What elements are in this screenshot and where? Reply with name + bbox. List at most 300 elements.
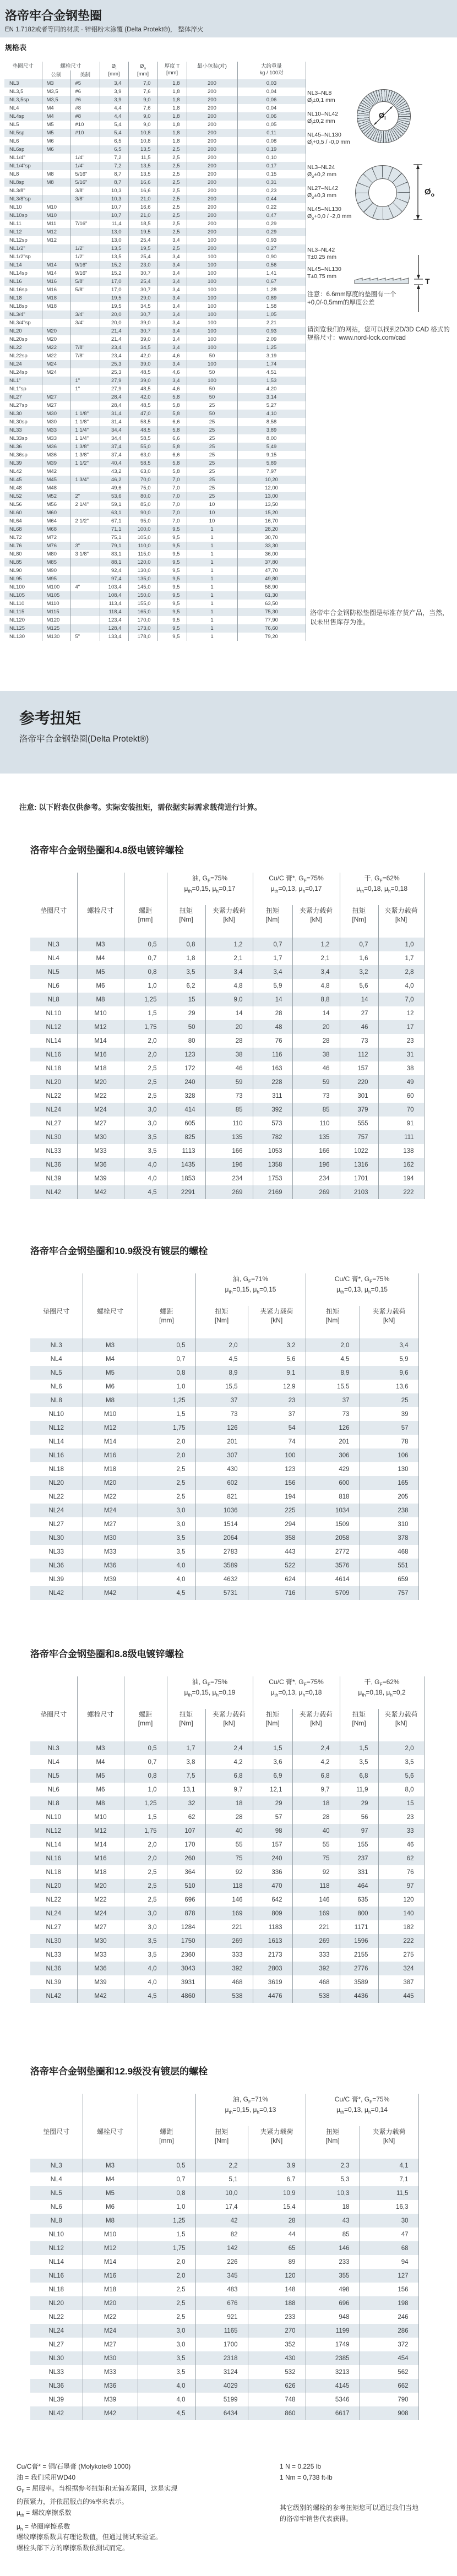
spec-row <box>4 401 306 410</box>
column-header: 夹紧力载荷 [kN] <box>378 1709 424 1741</box>
spec-cell: 9,5 <box>157 616 187 624</box>
spec-row <box>4 476 306 484</box>
torque-row <box>30 1061 424 1075</box>
spec-cell <box>70 567 100 575</box>
spec-cell: M130 <box>42 633 70 641</box>
torque-note: 注意: 以下附表仅供参考。实际安装扭矩，需依据实际需求载荷进行计算。 <box>19 803 262 812</box>
spec-row <box>4 294 306 302</box>
torque-cell: 555 <box>340 1117 378 1130</box>
torque-cell: 4,0 <box>138 2379 195 2393</box>
spec-cell: 9,0 <box>128 121 157 129</box>
torque-cell: M8 <box>77 1796 124 1810</box>
torque-cell: 75 <box>292 1851 340 1865</box>
torque-cell: 3576 <box>306 1559 360 1572</box>
torque-row <box>30 1962 424 1975</box>
spec-cell: 15,2 <box>100 261 128 269</box>
spec-cell: NL72 <box>4 533 42 542</box>
torque-cell: 392 <box>205 1962 253 1975</box>
torque-cell: 818 <box>306 1490 360 1504</box>
spec-cell: M60 <box>42 509 70 517</box>
torque-row <box>30 1144 424 1158</box>
torque-cell: 4476 <box>253 1989 292 2003</box>
torque-cell: 15 <box>167 993 205 1006</box>
torque-cell: NL4 <box>30 1352 83 1366</box>
torque-cell: 85 <box>306 2228 360 2241</box>
spec-cell: 3/4" <box>70 311 100 319</box>
lubrication-group-header: 干, $G_F=62\%$ $\mu_{th}=0,18$, $\mu_h=0,2$ <box>340 1676 424 1709</box>
spec-cell: M48 <box>42 484 70 492</box>
spec-cell: 0,27 <box>237 244 306 253</box>
torque-cell: 809 <box>253 1907 292 1920</box>
spec-cell: 1,8 <box>157 79 187 88</box>
spec-cell: 100 <box>187 261 237 269</box>
torque-cell: M24 <box>77 1103 124 1117</box>
torque-cell: NL27 <box>30 2338 83 2351</box>
spec-cell <box>42 195 70 203</box>
spec-row <box>4 244 306 253</box>
torque-cell: 3,4 <box>253 965 292 979</box>
spec-cell: 2,5 <box>157 220 187 228</box>
spec-cell: 9/16" <box>70 269 100 277</box>
spec-cell: M45 <box>42 476 70 484</box>
spec-cell: 63,1 <box>100 509 128 517</box>
spec-cell: NL20 <box>4 327 42 335</box>
torque-row <box>30 2406 418 2420</box>
spec-cell: 1 <box>187 600 237 608</box>
torque-cell: M36 <box>77 1158 124 1172</box>
spec-cell: 30,70 <box>237 533 306 542</box>
spec-cell: 4" <box>70 583 100 591</box>
spec-cell: 3,9 <box>100 88 128 96</box>
spec-row <box>4 154 306 162</box>
spec-cell: M20 <box>42 327 70 335</box>
spec-col-weight: 大约重量 kg / 100对 <box>237 62 306 79</box>
header-spacer <box>30 2094 83 2126</box>
spec-cell: 2 1/2" <box>70 517 100 525</box>
torque-cell: 573 <box>253 1117 292 1130</box>
spec-cell: NL14sp <box>4 269 42 277</box>
torque-cell: 4,0 <box>378 979 424 993</box>
spec-cell: 42,0 <box>128 393 157 401</box>
torque-cell: M3 <box>77 938 124 951</box>
torque-cell: 188 <box>248 2296 306 2310</box>
torque-cell: 624 <box>248 1572 306 1586</box>
spec-row <box>4 228 306 236</box>
torque-cell: 70 <box>378 1103 424 1117</box>
torque-cell: 1358 <box>253 1158 292 1172</box>
torque-row <box>30 1185 424 1199</box>
spec-cell: M80 <box>42 550 70 558</box>
torque-cell: 97 <box>378 1879 424 1893</box>
torque-cell: NL30 <box>30 1934 77 1948</box>
torque-cell: NL30 <box>30 1130 77 1144</box>
torque-cell: M39 <box>83 2393 138 2406</box>
torque-cell: 0,7 <box>253 938 292 951</box>
spec-cell: 3,4 <box>157 319 187 327</box>
torque-cell: 92 <box>205 1865 253 1879</box>
spec-cell: M24 <box>42 368 70 377</box>
spec-cell: 2,09 <box>237 335 306 344</box>
torque-cell: 1,0 <box>124 979 167 993</box>
column-header: 扭矩 [Nm] <box>253 1709 292 1741</box>
torque-cell: 110 <box>205 1117 253 1130</box>
spec-cell: 10,3 <box>100 195 128 203</box>
spec-cell: M76 <box>42 542 70 550</box>
torque-cell: 2103 <box>340 1185 378 1199</box>
torque-cell: M39 <box>77 1975 124 1989</box>
spec-cell: NL1/4" <box>4 154 42 162</box>
spec-cell: M30 <box>42 410 70 418</box>
torque-cell: 4,0 <box>138 1559 195 1572</box>
spec-cell: 3,4 <box>157 286 187 294</box>
spec-cell: 46,2 <box>100 476 128 484</box>
torque-cell: 194 <box>248 1490 306 1504</box>
spec-cell <box>70 368 100 377</box>
torque-cell: 14 <box>205 1006 253 1020</box>
spec-cell: NL24 <box>4 360 42 368</box>
tolerance-item: NL10–NL42 $Ø_i\pm 0,2$ mm <box>307 111 339 126</box>
spec-row <box>4 253 306 261</box>
spec-cell: 8,00 <box>237 434 306 443</box>
torque-cell: 2,5 <box>124 1893 167 1907</box>
torque-cell: M3 <box>77 1741 124 1755</box>
torque-cell: 676 <box>195 2296 248 2310</box>
torque-cell: 336 <box>253 1865 292 1879</box>
torque-cell: NL6 <box>30 2200 83 2214</box>
torque-cell: 20 <box>292 1020 340 1034</box>
spec-row <box>4 352 306 360</box>
spec-cell: 1 <box>187 591 237 600</box>
spec-cell: 1/4" <box>70 154 100 162</box>
torque-row <box>30 2255 418 2269</box>
spec-row <box>4 509 306 517</box>
torque-cell: 11,5 <box>360 2186 418 2200</box>
spec-cell: NL1/4"sp <box>4 162 42 170</box>
torque-cell: 4,0 <box>124 1962 167 1975</box>
spec-cell: 1 3/8" <box>70 451 100 459</box>
spec-cell: 1,25 <box>237 344 306 352</box>
spec-cell: 13,00 <box>237 492 306 500</box>
spec-cell: 3,4 <box>157 335 187 344</box>
spec-cell: M27 <box>42 393 70 401</box>
spec-cell: 5,49 <box>237 443 306 451</box>
header-spacer <box>138 1273 195 1306</box>
spec-cell: 30,7 <box>128 269 157 277</box>
torque-cell: 0,7 <box>124 951 167 965</box>
spec-cell: 1,53 <box>237 377 306 385</box>
spec-cell: 25 <box>187 434 237 443</box>
torque-cell: 1750 <box>167 1934 205 1948</box>
spec-cell: 7/8" <box>70 352 100 360</box>
torque-cell: 2058 <box>306 1531 360 1545</box>
spec-cell: 7/8" <box>70 344 100 352</box>
spec-cell: NL48 <box>4 484 42 492</box>
spec-cell: 5" <box>70 633 100 641</box>
spec-cell: 28,4 <box>100 401 128 410</box>
spec-cell: 39,0 <box>128 335 157 344</box>
column-header: 扭矩 [Nm] <box>195 2126 248 2159</box>
spec-cell: 4,20 <box>237 385 306 393</box>
torque-cell: 2,4 <box>205 1741 253 1755</box>
spec-cell <box>70 360 100 368</box>
torque-cell: 1113 <box>167 1144 205 1158</box>
lubrication-group-header: 干, $G_F=62\%$ $\mu_{th}=0,18$, $\mu_h=0,18$ <box>340 873 424 905</box>
torque-cell: 3,0 <box>124 1907 167 1920</box>
torque-cell: M14 <box>83 1435 138 1448</box>
spec-cell <box>70 137 100 145</box>
spec-cell: 100 <box>187 302 237 311</box>
torque-row <box>30 1020 424 1034</box>
torque-cell: 163 <box>253 1061 292 1075</box>
spec-row <box>4 459 306 467</box>
spec-cell: 1 1/8" <box>70 410 100 418</box>
torque-cell: M27 <box>83 1517 138 1531</box>
torque-table <box>30 1273 419 1600</box>
spec-cell: 7,0 <box>157 500 187 509</box>
spec-cell: 100 <box>187 344 237 352</box>
spec-cell: NL85 <box>4 558 42 567</box>
torque-cell: 8,9 <box>306 1366 360 1380</box>
torque-cell: M22 <box>77 1893 124 1907</box>
spec-cell: 3,89 <box>237 426 306 434</box>
spec-cell: 2,5 <box>157 154 187 162</box>
torque-cell: M42 <box>77 1185 124 1199</box>
torque-cell: M12 <box>77 1824 124 1838</box>
spec-cell: NL12 <box>4 228 42 236</box>
torque-cell: 74 <box>248 1435 306 1448</box>
spec-cell: 39,0 <box>128 360 157 368</box>
torque-cell: M20 <box>83 1476 138 1490</box>
torque-cell: 392 <box>253 1103 292 1117</box>
thickness-tolerance-note: 注意：6.6mm厚度的垫圈有一个 +0,0/-0,5mm的厚度公差 <box>307 291 396 306</box>
torque-cell: 6,8 <box>340 1769 378 1783</box>
spec-cell: 200 <box>187 228 237 236</box>
spec-cell: 13,5 <box>128 162 157 170</box>
torque-cell: 9,7 <box>292 1783 340 1796</box>
torque-table-section-3 <box>30 1646 425 2003</box>
torque-cell: 294 <box>248 1517 306 1531</box>
torque-row <box>30 2393 418 2406</box>
torque-cell: M24 <box>77 1907 124 1920</box>
torque-cell: 13,1 <box>167 1783 205 1796</box>
torque-cell: NL18 <box>30 2283 83 2296</box>
spec-cell: NL16sp <box>4 286 42 294</box>
torque-cell: NL14 <box>30 1034 77 1048</box>
spec-cell: 19,5 <box>100 302 128 311</box>
torque-cell: NL8 <box>30 2214 83 2228</box>
spec-cell: 5,8 <box>157 410 187 418</box>
spec-cell: M16 <box>42 286 70 294</box>
torque-cell: 7,0 <box>378 993 424 1006</box>
spec-cell <box>70 294 100 302</box>
torque-cell: 1,5 <box>138 2228 195 2241</box>
torque-cell: NL16 <box>30 1448 83 1462</box>
torque-cell: 1,2 <box>292 938 340 951</box>
torque-cell: M12 <box>77 1020 124 1034</box>
spec-cell: 2 1/4" <box>70 500 100 509</box>
spec-cell: 0,11 <box>237 129 306 137</box>
torque-cell: 3619 <box>253 1975 292 1989</box>
spec-cell: M3 <box>42 79 70 88</box>
column-header: 螺距 [mm] <box>124 905 167 938</box>
torque-cell: 800 <box>340 1907 378 1920</box>
torque-cell: 538 <box>205 1989 253 2003</box>
torque-cell: 196 <box>205 1158 253 1172</box>
spec-cell: M115 <box>42 608 70 616</box>
spec-cell: 49,6 <box>100 484 128 492</box>
spec-cell: 1 <box>187 633 237 641</box>
torque-cell: 1183 <box>253 1920 292 1934</box>
torque-cell: 37 <box>248 1407 306 1421</box>
torque-cell: NL36 <box>30 2379 83 2393</box>
spec-cell: 1 <box>187 550 237 558</box>
spec-cell: 9,5 <box>157 567 187 575</box>
torque-cell: 0,7 <box>124 1755 167 1769</box>
spec-cell: 58,5 <box>128 434 157 443</box>
spec-cell: 110,0 <box>128 542 157 550</box>
spec-cell: 1/2" <box>70 244 100 253</box>
spec-cell: 6,5 <box>100 145 128 154</box>
spec-cell: M39 <box>42 459 70 467</box>
spec-cell: 39,0 <box>128 377 157 385</box>
torque-cell: 78 <box>360 1435 418 1448</box>
torque-cell: 352 <box>248 2338 306 2351</box>
torque-cell: 240 <box>167 1075 205 1089</box>
spec-table <box>4 62 306 641</box>
spec-cell: 3,19 <box>237 352 306 360</box>
spec-cell: M8 <box>42 178 70 187</box>
torque-row <box>30 1948 424 1962</box>
spec-cell: 3,4 <box>157 344 187 352</box>
spec-cell: M20 <box>42 335 70 344</box>
spec-cell: NL5 <box>4 121 42 129</box>
spec-cell: 11,4 <box>100 220 128 228</box>
spec-cell: 76,60 <box>237 624 306 633</box>
torque-cell: NL27 <box>30 1517 83 1531</box>
torque-cell: M8 <box>83 2214 138 2228</box>
torque-cell: 1,5 <box>124 1810 167 1824</box>
spec-cell: 13,5 <box>128 145 157 154</box>
torque-cell: 3,0 <box>124 1117 167 1130</box>
spec-cell: 155,0 <box>128 600 157 608</box>
column-header: 夹紧力载荷 [kN] <box>292 905 340 938</box>
torque-cell: 5,1 <box>195 2172 248 2186</box>
torque-cell: NL6 <box>30 1380 83 1393</box>
spec-cell: 2,5 <box>157 145 187 154</box>
spec-cell: M125 <box>42 624 70 633</box>
torque-cell: 169 <box>205 1907 253 1920</box>
spec-row <box>4 575 306 583</box>
spec-row <box>4 377 306 385</box>
torque-cell: M10 <box>83 1407 138 1421</box>
torque-cell: 468 <box>292 1975 340 1989</box>
torque-cell: NL18 <box>30 1865 77 1879</box>
spec-cell: 10 <box>187 517 237 525</box>
torque-cell: 31 <box>378 1048 424 1061</box>
spec-cell: 200 <box>187 129 237 137</box>
lubrication-group-header: Cu/C 膏*, $G_F=75\%$ $\mu_{th}=0,13$, $\mu_h=0,18$ <box>253 1676 340 1709</box>
torque-cell: M10 <box>77 1810 124 1824</box>
torque-cell: 1,25 <box>138 1393 195 1407</box>
spec-cell: 13,0 <box>100 228 128 236</box>
torque-cell: 100 <box>248 1448 306 1462</box>
spec-cell: #8 <box>70 104 100 112</box>
header-spacer <box>83 2094 138 2126</box>
torque-cell: 68 <box>360 2241 418 2255</box>
spec-cell: M16 <box>42 277 70 286</box>
spec-row <box>4 220 306 228</box>
spec-row <box>4 451 306 459</box>
torque-cell: 5,6 <box>248 1352 306 1366</box>
torque-cell: 1,5 <box>253 1741 292 1755</box>
spec-cell: 70,0 <box>128 476 157 484</box>
torque-cell: 135 <box>292 1130 340 1144</box>
torque-row <box>30 2338 418 2351</box>
torque-cell: 1509 <box>306 1517 360 1531</box>
lubrication-group-header: 油, $G_F=75\%$ $\mu_{th}=0,15$, $\mu_h=0,17$ <box>167 873 253 905</box>
torque-cell: NL3 <box>30 1741 77 1755</box>
spec-row <box>4 129 306 137</box>
spec-cell: NL56 <box>4 500 42 509</box>
spec-cell: 4,6 <box>157 368 187 377</box>
torque-cell: 562 <box>360 2365 418 2379</box>
spec-col-bolt-group: 螺栓尺寸 <box>42 62 100 70</box>
spec-cell <box>70 525 100 533</box>
column-header: 扭矩 [Nm] <box>306 2126 360 2159</box>
spec-row <box>4 327 306 335</box>
spec-cell: M8 <box>42 170 70 178</box>
torque-cell: 172 <box>167 1061 205 1075</box>
spec-cell: 2,5 <box>157 195 187 203</box>
spec-cell: 200 <box>187 187 237 195</box>
spec-cell: M56 <box>42 500 70 509</box>
spec-cell: 79,1 <box>100 542 128 550</box>
spec-cell: 1 <box>187 616 237 624</box>
spec-cell: 1,8 <box>157 137 187 145</box>
spec-cell: 5,8 <box>157 426 187 434</box>
spec-cell: 100 <box>187 269 237 277</box>
spec-cell: 6,5 <box>100 137 128 145</box>
header-spacer <box>124 873 167 905</box>
torque-cell: 4,0 <box>138 2393 195 2406</box>
spec-cell: 30,7 <box>128 286 157 294</box>
torque-cell: 28 <box>253 1006 292 1020</box>
torque-cell: NL20 <box>30 1476 83 1490</box>
torque-cell: 3213 <box>306 2365 360 2379</box>
spec-cell: NL4 <box>4 104 42 112</box>
footer-contact-note: 其它级别的螺栓的参考扭矩您可以通过我们当地 的洛帝牢销售代表获得。 <box>280 2504 419 2523</box>
torque-cell: 80 <box>167 1034 205 1048</box>
spec-cell: 25 <box>187 467 237 476</box>
spec-row <box>4 583 306 591</box>
torque-table-header <box>30 1676 424 1741</box>
spec-cell: 47,0 <box>128 410 157 418</box>
torque-cell: 127 <box>360 2269 418 2283</box>
torque-cell: 1,75 <box>138 1421 195 1435</box>
torque-cell: M33 <box>77 1144 124 1158</box>
spec-cell: 1/4" <box>70 162 100 170</box>
spec-cell: 37,4 <box>100 443 128 451</box>
tolerance-item: NL3–NL42 T±0,25 mm <box>307 247 337 260</box>
torque-cell: 1199 <box>306 2324 360 2338</box>
torque-cell: 0,8 <box>167 938 205 951</box>
spec-cell: 1,8 <box>157 104 187 112</box>
spec-cell: 9,5 <box>157 550 187 558</box>
torque-cell: NL42 <box>30 1989 77 2003</box>
torque-cell: 17 <box>378 1020 424 1034</box>
spec-cell: 75,1 <box>100 533 128 542</box>
torque-cell: NL33 <box>30 1545 83 1559</box>
